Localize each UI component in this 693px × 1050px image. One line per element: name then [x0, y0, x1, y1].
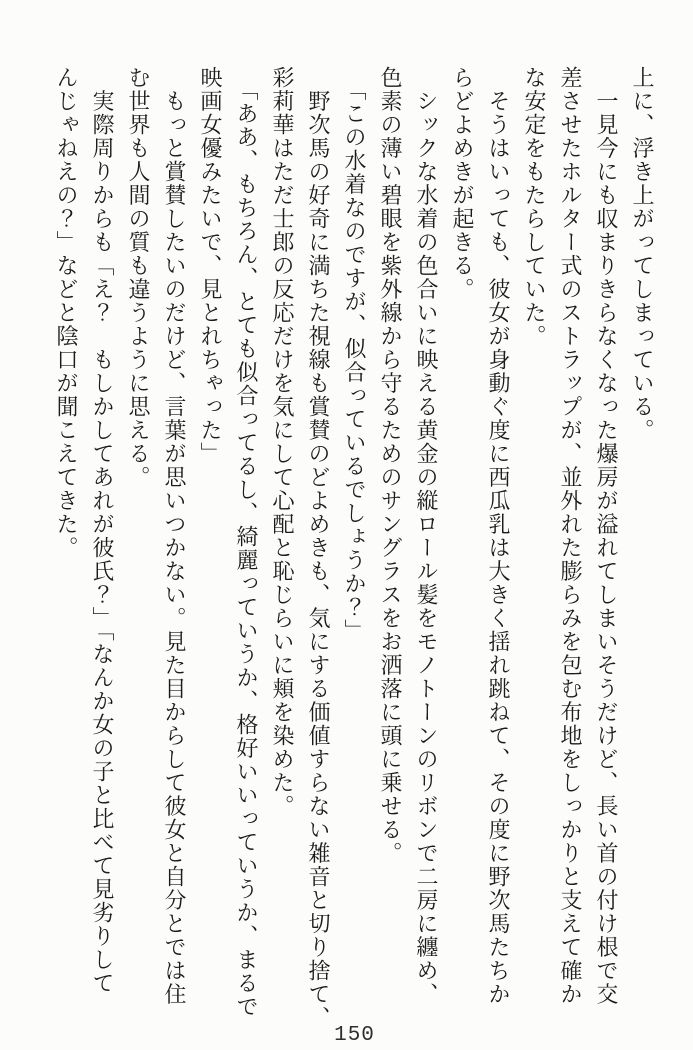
text-column-2: 一見今にも収まりきらなくなった爆房が溢れてしまいそうだけど、長い首の付け根で交 — [593, 66, 618, 1006]
page-number: 150 — [334, 1024, 375, 1047]
text-column-4: な安定をもたらしていた。 — [521, 66, 546, 348]
text-column-8: 色素の薄い碧眼を紫外線から守るためのサングラスをお洒落に頭に乗せる。 — [377, 66, 402, 865]
text-column-7: シックな水着の色合いに映える黄金の縦ロール髪をモノトーンのリボンで二房に纏め、 — [413, 66, 438, 1006]
text-column-13: 映画女優みたいで、見とれちゃった」 — [197, 66, 222, 466]
text-column-14: もっと賞賛したいのだけど、言葉が思いつかない。見た目からして彼女と自分とでは住 — [161, 66, 186, 1006]
text-column-11: 彩莉華はただ士郎の反応だけを気にして心配と恥じらいに頬を染めた。 — [269, 66, 294, 818]
text-column-17: んじゃねえの？」などと陰口が聞こえてきた。 — [53, 66, 78, 560]
text-column-1: 上に、浮き上がってしまっている。 — [629, 66, 654, 442]
text-column-12: 「ああ、もちろん、とても似合ってるし、綺麗っていうか、格好いいっていうか、まるで — [233, 66, 258, 1019]
text-column-3: 差させたホルター式のストラップが、並外れた膨らみを包む布地をしっかりと支えて確か — [557, 66, 582, 1006]
text-column-15: む世界も人間の質も違うように思える。 — [125, 66, 150, 489]
text-column-5: そうはいっても、彼女が身動ぐ度に西瓜乳は大きく揺れ跳ねて、その度に野次馬たちか — [485, 66, 510, 1006]
text-column-16: 実際周りからも「え？ もしかしてあれが彼氏？」「なんか女の子と比べて見劣りして — [89, 66, 114, 995]
text-column-6: らどよめきが起きる。 — [449, 66, 474, 301]
text-column-9: 「この水着なのですが、似合っているでしょうか？」 — [341, 66, 366, 643]
vertical-text-block — [47, 66, 659, 1030]
text-column-10: 野次馬の好奇に満ちた視線も賞賛のどよめきも、気にする価値すらない雑音と切り捨て、 — [305, 66, 330, 1030]
